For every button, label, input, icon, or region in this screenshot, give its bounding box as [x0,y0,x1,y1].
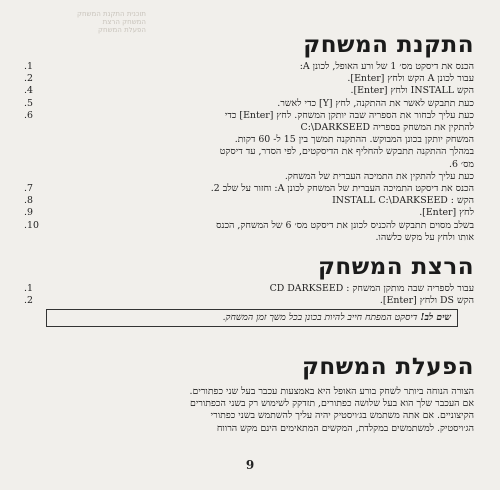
run-step [24,283,474,295]
step-number: .1 [24,61,33,72]
step-number: .7 [24,183,33,195]
step-text: הקש DS ולחץ [Enter]. [379,295,474,307]
step-text: בשלב מסוים תתבקש להכניס לכונן את דיסקט מס׳ 6 של המשחק, הכנס אותו ולחץ על מקש כלשהו. [216,219,474,243]
step-number: .6 [24,109,33,121]
step-number: .2 [24,73,33,85]
step-text: עבור לכונן A הקש ולחץ [Enter]. [347,73,474,85]
step-text: הכנס את דיסקט התמיכה העברית של המשחק לכונן A: וחזור על שלב 2. [210,183,474,195]
paragraph-line: אם העכבר שלך הוא בעל שלושה כפתורים, תזדקק לשימוש רק בשני הכפתורים [189,398,474,410]
install-step [24,85,474,97]
step-text: הכנס את דיסקט מס׳ 1 של ורע האופל, לכונן A: [299,61,474,72]
step-number: .1 [24,283,33,294]
step-text: כעת תתבקש לאשר את ההתקנה, לחץ [Y] כדי לאשר. [277,97,474,109]
step-number: .8 [24,195,33,207]
bleed-line: תוכנית התקנת המשחק [77,10,146,18]
run-title: הרצת המשחק [317,254,474,280]
step-text: עבור לספריה שבה מותקן המשחק : CD DARKSEED [269,283,474,294]
install-step [24,183,474,195]
page-number: 9 [245,458,255,472]
install-steps [24,61,474,244]
paragraph-line: הג׳ויסטיק. למשתמשים במקלדת, המקשים המתאימים הינם מקש הרווח [216,422,474,434]
step-text: לחץ [Enter]. [419,207,474,219]
install-title: התקנת המשחק [303,32,474,58]
bleed-line: הפעלת המשחק [98,26,146,34]
step-number: .10 [24,219,39,231]
step-number: .5 [24,97,33,109]
step-number: .4 [24,85,33,97]
bleed-line: המשחק הרצת [102,18,146,26]
operate-section [24,354,474,435]
step-number: .2 [24,295,33,307]
note-label: שים לב! [420,312,451,323]
install-step [24,110,474,183]
step-text: כעת עליך לבחור את הספריה שבה יותקן המשחק. לחץ [Enter] כדי להתקין את המשחק בספריה C:\DARKSEED המשחק יותקן בכונן המבוקש. ההתקנה תמשך בין 15 ל- 60 דקות. במהלך ההתקנה תתבקש להחליף את הדיסקטים, לפי הסדר, עד דיסקט מס׳ 6. כעת עליך להתקין את התמיכה העברית של המשחק. [219,109,474,182]
operate-paragraph [24,386,474,435]
paragraph-line: הקיצוניים. אם אתה משתמש בג׳ויסטיק יהיה עליך להשתמש בשני כפתורי [210,410,474,422]
operate-title: הפעלת המשחק [301,354,474,380]
step-text: הקש INSTALL ולחץ [Enter]. [350,85,474,97]
install-step [24,61,474,73]
install-step [24,98,474,110]
note-text: דיסקט המפתח חייב להיות בכונן בכל משך זמן המשחק. [222,312,421,323]
install-step [24,73,474,85]
key-disk-note [46,309,458,327]
run-step [24,295,474,307]
paragraph-line: הצורה הנוחה ביותר לשחק בורע האופל היא באמצעות עכבר בעל שני כפתורים. [189,386,474,397]
step-text: הקש : INSTALL C:\DARKSEED [332,195,474,207]
run-steps [24,283,474,307]
run-section [24,254,474,307]
install-step [24,220,474,244]
install-step [24,195,474,207]
step-number: .9 [24,207,33,219]
install-step [24,207,474,219]
install-section [24,32,474,244]
bleed-through-text [36,10,146,34]
